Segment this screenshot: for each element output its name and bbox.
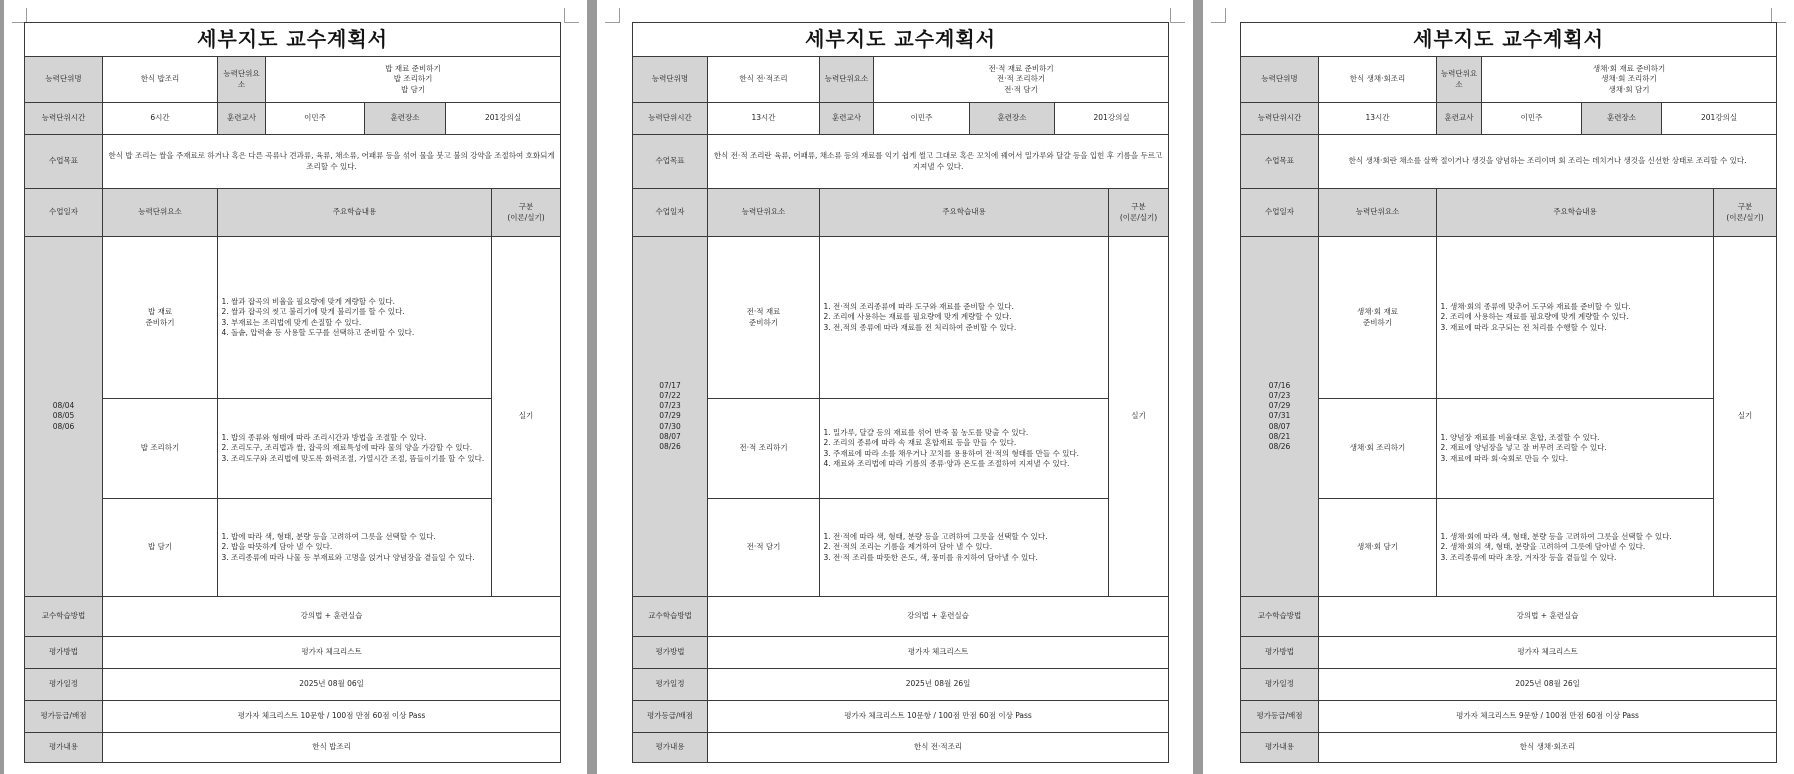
lesson-plan-table	[632, 22, 1169, 763]
row-element: 밥 재료 준비하기	[103, 237, 218, 399]
category-header: 구분 (이론/실기)	[492, 189, 561, 237]
page-title: 세부지도 교수계획서	[633, 23, 1169, 57]
content-item: 2. 전·적의 조리는 기름을 제거하여 담아 낼 수 있다.	[833, 542, 1105, 552]
objective-value: 한식 밥 조리는 쌀을 주재료로 하거나 혹은 다른 곡류나 견과류, 육류, 채소류, 어패류 등을 섞어 물을 붓고 불의 강약을 조절하여 호화되게 조리할 수 있다.	[103, 135, 561, 189]
crop-mark	[1771, 8, 1786, 23]
lesson-dates: 07/17 07/22 07/23 07/29 07/30 08/07 08/26	[633, 237, 708, 597]
method-value: 강의법 + 훈련실습	[103, 597, 561, 637]
row-content	[820, 399, 1109, 499]
content-item: 1. 생채·회에 따라 색, 형태, 분량 등을 고려하여 그릇을 선택할 수 있다.	[1450, 532, 1710, 542]
date-header: 수업일자	[25, 189, 103, 237]
eval-content-value: 한식 전·적조리	[708, 733, 1169, 763]
element-label: 능력단위요소	[1437, 57, 1482, 103]
element-header: 능력단위요소	[103, 189, 218, 237]
eval-content-value: 한식 생채·회조리	[1319, 733, 1777, 763]
content-item: 3. 조리종류에 따라 나물 등 부재료와 고명을 얹거나 양념장을 곁들일 수 있다.	[231, 553, 488, 563]
place-value: 201강의실	[1662, 103, 1777, 135]
crop-mark	[1211, 8, 1226, 23]
lesson-dates: 07/16 07/23 07/29 07/31 08/07 08/21 08/26	[1241, 237, 1319, 597]
row-element: 생채·회 재료 준비하기	[1319, 237, 1437, 399]
eval-criteria-value: 평가자 체크리스트 10문항 / 100점 만점 60점 이상 Pass	[708, 701, 1169, 733]
objective-value: 한식 전·적 조리란 육류, 어패류, 채소류 등의 재료를 익기 쉽게 썰고 그대로 혹은 꼬치에 꿰어서 밀가루와 달걀 등을 입힌 후 기름을 두르고 지져낼 수 있다.	[708, 135, 1169, 189]
row-element: 생채·회 담기	[1319, 499, 1437, 597]
lesson-dates: 08/04 08/05 08/06	[25, 237, 103, 597]
content-header: 주요학습내용	[1437, 189, 1714, 237]
eval-method-label: 평가방법	[25, 637, 103, 669]
content-item: 3. 전·적 조리를 따뜻한 온도, 색, 풍미를 유지하여 담아낼 수 있다.	[833, 553, 1105, 563]
hours-label: 능력단위시간	[633, 103, 708, 135]
page-title: 세부지도 교수계획서	[1241, 23, 1777, 57]
method-value: 강의법 + 훈련실습	[708, 597, 1169, 637]
teacher-label: 훈련교사	[1437, 103, 1482, 135]
row-element: 밥 조리하기	[103, 399, 218, 499]
eval-criteria-value: 평가자 체크리스트 10문항 / 100점 만점 60점 이상 Pass	[103, 701, 561, 733]
eval-method-label: 평가방법	[1241, 637, 1319, 669]
eval-content-label: 평가내용	[633, 733, 708, 763]
teacher-value: 이민주	[266, 103, 365, 135]
teacher-label: 훈련교사	[218, 103, 266, 135]
element-label: 능력단위요소	[218, 57, 266, 103]
eval-date-label: 평가일정	[1241, 669, 1319, 701]
eval-criteria-label: 평가등급/배점	[1241, 701, 1319, 733]
page-1	[4, 0, 587, 774]
teacher-label: 훈련교사	[820, 103, 874, 135]
method-value: 강의법 + 훈련실습	[1319, 597, 1777, 637]
plan-document	[24, 22, 560, 762]
teacher-value: 이민주	[874, 103, 970, 135]
unit-name-value: 한식 생채·회조리	[1319, 57, 1437, 103]
content-item: 2. 조리에 사용하는 재료를 필요량에 맞게 계량할 수 있다.	[833, 312, 1105, 322]
content-item: 1. 밥의 종류와 형태에 따라 조리시간과 방법을 조절할 수 있다.	[231, 433, 488, 443]
teacher-value: 이민주	[1482, 103, 1582, 135]
eval-method-value: 평가자 체크리스트	[103, 637, 561, 669]
hours-value: 13시간	[1319, 103, 1437, 135]
content-header: 주요학습내용	[218, 189, 492, 237]
plan-document	[1240, 22, 1776, 762]
place-label: 훈련장소	[365, 103, 446, 135]
content-item: 1. 전·적의 조리종류에 따라 도구와 재료를 준비할 수 있다.	[833, 302, 1105, 312]
content-item: 3. 재료에 따라 회·숙회로 만들 수 있다.	[1450, 454, 1710, 464]
row-content	[218, 399, 492, 499]
page-2	[597, 0, 1193, 774]
element-header: 능력단위요소	[708, 189, 820, 237]
unit-name-label: 능력단위명	[633, 57, 708, 103]
elements-value: 전·적 재료 준비하기 전·적 조리하기 전·적 담기	[874, 57, 1169, 103]
row-element: 전·적 재료 준비하기	[708, 237, 820, 399]
unit-name-label: 능력단위명	[25, 57, 103, 103]
eval-method-value: 평가자 체크리스트	[1319, 637, 1777, 669]
crop-mark	[1170, 8, 1185, 23]
content-item: 2. 생채·회의 색, 형태, 분량을 고려하여 그릇에 담아낼 수 있다.	[1450, 542, 1710, 552]
unit-name-value: 한식 전·적조리	[708, 57, 820, 103]
eval-content-value: 한식 밥조리	[103, 733, 561, 763]
content-item: 4. 돌솥, 압력솥 등 사용할 도구를 선택하고 준비할 수 있다.	[231, 328, 488, 338]
content-item: 3. 재료에 따라 요구되는 전 처리를 수행할 수 있다.	[1450, 323, 1710, 333]
date-header: 수업일자	[1241, 189, 1319, 237]
row-content	[1437, 399, 1714, 499]
category-value: 실기	[1714, 237, 1777, 597]
content-item: 1. 전·적에 따라 색, 형태, 분량 등을 고려하여 그릇을 선택할 수 있다.	[833, 532, 1105, 542]
content-item: 1. 생채·회의 종류에 맞추어 도구와 재료를 준비할 수 있다.	[1450, 302, 1710, 312]
objective-label: 수업목표	[633, 135, 708, 189]
row-content	[218, 499, 492, 597]
content-header: 주요학습내용	[820, 189, 1109, 237]
place-label: 훈련장소	[1582, 103, 1662, 135]
content-item: 3. 주재료에 따라 소를 채우거나 꼬치를 용용하여 전·적의 형태를 만들 수 있다.	[833, 449, 1105, 459]
content-item: 2. 조리의 종류에 따라 속 재료 혼합재료 등을 만들 수 있다.	[833, 438, 1105, 448]
row-content	[820, 499, 1109, 597]
elements-value: 생채·회 재료 준비하기 생채·회 조리하기 생채·회 담기	[1482, 57, 1777, 103]
category-value: 실기	[492, 237, 561, 597]
element-header: 능력단위요소	[1319, 189, 1437, 237]
eval-method-label: 평가방법	[633, 637, 708, 669]
objective-value: 한식 생채·회란 채소를 살짝 절이거나 생것을 양념하는 조리이며 회 조리는 데치거나 생것을 신선한 상태로 조리할 수 있다.	[1319, 135, 1777, 189]
objective-label: 수업목표	[1241, 135, 1319, 189]
row-content	[1437, 237, 1714, 399]
row-content	[218, 237, 492, 399]
content-item: 2. 조리도구, 조리법과 쌀, 잡곡의 재료특성에 따라 물의 양을 가감할 수 있다.	[231, 443, 488, 453]
eval-content-label: 평가내용	[1241, 733, 1319, 763]
content-item: 3. 부재료는 조리법에 맞게 손질할 수 있다.	[231, 318, 488, 328]
row-element: 밥 담기	[103, 499, 218, 597]
lesson-plan-table	[1240, 22, 1777, 763]
element-label: 능력단위요소	[820, 57, 874, 103]
content-item: 3. 전,적의 종류에 따라 재료를 전 처리하여 준비할 수 있다.	[833, 323, 1105, 333]
hours-value: 6시간	[103, 103, 218, 135]
eval-date-label: 평가일정	[633, 669, 708, 701]
method-label: 교수학습방법	[1241, 597, 1319, 637]
row-content	[820, 237, 1109, 399]
place-value: 201강의실	[1055, 103, 1169, 135]
row-element: 생채·회 조리하기	[1319, 399, 1437, 499]
eval-date-value: 2025년 08월 06일	[103, 669, 561, 701]
crop-mark	[12, 8, 27, 23]
hours-value: 13시간	[708, 103, 820, 135]
content-item: 2. 조리에 사용하는 재료를 필요량에 맞게 계량할 수 있다.	[1450, 312, 1710, 322]
lesson-plan-table	[24, 22, 561, 763]
content-item: 1. 밥에 따라 색, 형태, 분량 등을 고려하여 그릇을 선택할 수 있다.	[231, 532, 488, 542]
place-label: 훈련장소	[970, 103, 1055, 135]
content-item: 3. 조리도구와 조리법에 맞도록 화력조절, 가열시간 조절, 뜸들이기를 할 수 있다.	[231, 454, 488, 464]
place-value: 201강의실	[446, 103, 561, 135]
eval-date-value: 2025년 08월 26일	[1319, 669, 1777, 701]
crop-mark	[564, 8, 579, 23]
eval-criteria-label: 평가등급/배점	[633, 701, 708, 733]
objective-label: 수업목표	[25, 135, 103, 189]
page-3	[1203, 0, 1794, 774]
method-label: 교수학습방법	[633, 597, 708, 637]
category-value: 실기	[1109, 237, 1169, 597]
row-element: 전·적 담기	[708, 499, 820, 597]
unit-name-value: 한식 밥조리	[103, 57, 218, 103]
method-label: 교수학습방법	[25, 597, 103, 637]
eval-criteria-value: 평가자 체크리스트 9문항 / 100점 만점 60점 이상 Pass	[1319, 701, 1777, 733]
content-item: 4. 재료와 조리법에 따라 기름의 종류·양과 온도를 조절하여 지져낼 수 있다.	[833, 459, 1105, 469]
date-header: 수업일자	[633, 189, 708, 237]
eval-criteria-label: 평가등급/배점	[25, 701, 103, 733]
row-element: 전·적 조리하기	[708, 399, 820, 499]
row-content	[1437, 499, 1714, 597]
plan-document	[632, 22, 1168, 762]
eval-content-label: 평가내용	[25, 733, 103, 763]
eval-method-value: 평가자 체크리스트	[708, 637, 1169, 669]
category-header: 구분 (이론/실기)	[1109, 189, 1169, 237]
page-title: 세부지도 교수계획서	[25, 23, 561, 57]
eval-date-label: 평가일정	[25, 669, 103, 701]
content-item: 2. 밥을 따뜻하게 담아 낼 수 있다.	[231, 542, 488, 552]
crop-mark	[605, 8, 620, 23]
content-item: 3. 조리종류에 따라 초장, 겨자장 등을 곁들일 수 있다.	[1450, 553, 1710, 563]
eval-date-value: 2025년 08월 26일	[708, 669, 1169, 701]
content-item: 2. 쌀과 잡곡의 씻고 불리기에 맞게 불리기를 할 수 있다.	[231, 307, 488, 317]
category-header: 구분 (이론/실기)	[1714, 189, 1777, 237]
elements-value: 밥 재료 준비하기 밥 조리하기 밥 담기	[266, 57, 561, 103]
content-item: 1. 쌀과 잡곡의 비율을 필요량에 맞게 계량할 수 있다.	[231, 297, 488, 307]
content-item: 1. 양념장 재료를 비율대로 혼합, 조절할 수 있다.	[1450, 433, 1710, 443]
content-item: 2. 재료에 양념장을 넣고 잘 버무려 조리할 수 있다.	[1450, 443, 1710, 453]
unit-name-label: 능력단위명	[1241, 57, 1319, 103]
hours-label: 능력단위시간	[1241, 103, 1319, 135]
hours-label: 능력단위시간	[25, 103, 103, 135]
content-item: 1. 밀가루, 달걀 등의 재료를 섞어 반죽 물 농도를 맞출 수 있다.	[833, 428, 1105, 438]
